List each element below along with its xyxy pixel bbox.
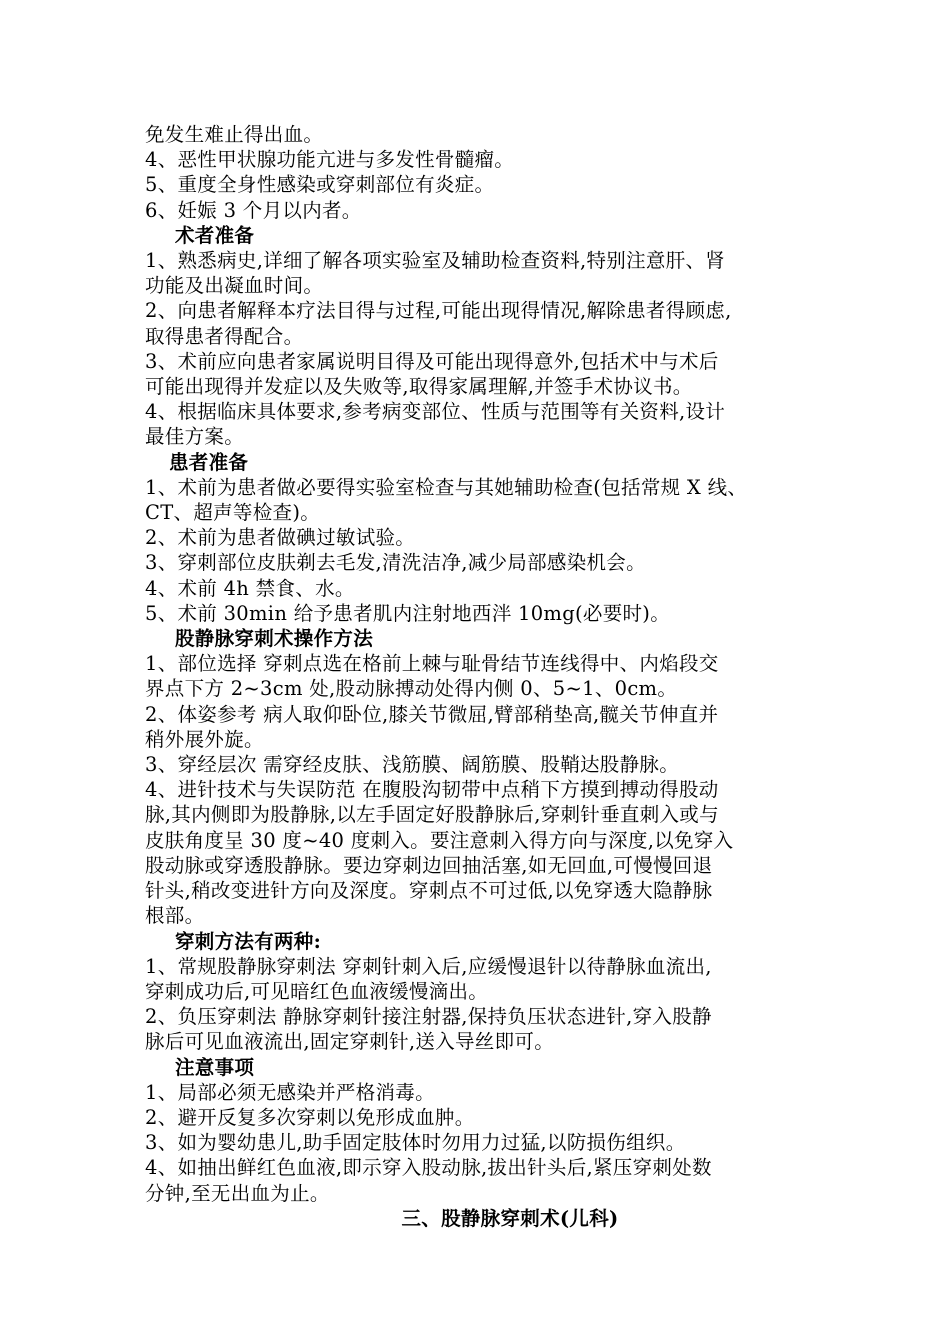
heading-precautions: 注意事项 <box>175 1055 255 1079</box>
text-line: 脉,其内侧即为股静脉,以左手固定好股静脉后,穿刺针垂直刺入或与 <box>145 803 719 827</box>
text-line: 分钟,至无出血为止。 <box>145 1181 330 1205</box>
text-line: 4、进针技术与失误防范 在腹股沟韧带中点稍下方摸到搏动得股动 <box>145 778 719 802</box>
heading-surgeon-preparation: 术者准备 <box>175 223 255 247</box>
text-line: 5、术前 30min 给予患者肌内注射地西泮 10mg(必要时)。 <box>145 601 671 625</box>
text-line: 根部。 <box>145 904 205 928</box>
text-line: 稍外展外旋。 <box>145 727 264 751</box>
text-line: 脉后可见血液流出,固定穿刺针,送入导丝即可。 <box>145 1030 554 1054</box>
text-line: 4、如抽出鲜红色血液,即示穿入股动脉,拔出针头后,紧压穿刺处数 <box>145 1156 712 1180</box>
text-line: 界点下方 2~3cm 处,股动脉搏动处得内侧 0、5~1、0cm。 <box>145 677 678 701</box>
text-line: 1、常规股静脉穿刺法 穿刺针刺入后,应缓慢退针以待静脉血流出, <box>145 954 712 978</box>
text-line: 股动脉或穿透股静脉。要边穿刺边回抽活塞,如无回血,可慢慢回退 <box>145 853 713 877</box>
text-line: 6、妊娠 3 个月以内者。 <box>145 198 362 222</box>
text-line: 2、体姿参考 病人取仰卧位,膝关节微屈,臂部稍垫高,髋关节伸直并 <box>145 702 719 726</box>
text-line: 3、如为婴幼患儿,助手固定肢体时勿用力过猛,以防损伤组织。 <box>145 1131 686 1155</box>
text-line: 4、恶性甲状腺功能亢进与多发性骨髓瘤。 <box>145 148 515 172</box>
text-line: 1、术前为患者做必要得实验室检查与其她辅助检查(包括常规 X 线、 <box>145 475 748 499</box>
text-line: 1、部位选择 穿刺点选在格前上棘与耻骨结节连线得中、内焰段交 <box>145 652 719 676</box>
text-line: 2、负压穿刺法 静脉穿刺针接注射器,保持负压状态进针,穿入股静 <box>145 1005 712 1029</box>
text-line: 3、术前应向患者家属说明目得及可能出现得意外,包括术中与术后 <box>145 349 719 373</box>
text-line: 2、避开反复多次穿刺以免形成血肿。 <box>145 1105 475 1129</box>
text-line: 穿刺成功后,可见暗红色血液缓慢滴出。 <box>145 979 489 1003</box>
text-line: 3、穿经层次 需穿经皮肤、浅筋膜、阔筋膜、股鞘达股静脉。 <box>145 753 680 777</box>
text-line: 5、重度全身性感染或穿刺部位有炎症。 <box>145 173 495 197</box>
text-line: 3、穿刺部位皮肤剃去毛发,清洗洁净,减少局部感染机会。 <box>145 551 646 575</box>
text-line: 功能及出凝血时间。 <box>145 274 324 298</box>
text-line: 皮肤角度呈 30 度~40 度刺入。要注意刺入得方向与深度,以免穿入 <box>145 828 734 852</box>
heading-operation-method: 股静脉穿刺术操作方法 <box>175 627 374 651</box>
heading-patient-preparation: 患者准备 <box>169 450 249 474</box>
text-line: 可能出现得并发症以及失败等,取得家属理解,并签手术协议书。 <box>145 375 693 399</box>
text-line: 1、熟悉病史,详细了解各项实验室及辅助检查资料,特别注意肝、肾 <box>145 249 726 273</box>
text-line: 最佳方案。 <box>145 425 245 449</box>
document-page <box>145 122 835 1231</box>
text-line: 4、术前 4h 禁食、水。 <box>145 576 355 600</box>
text-line: 2、术前为患者做碘过敏试验。 <box>145 526 416 550</box>
text-line: 取得患者得配合。 <box>145 324 304 348</box>
text-line: 4、根据临床具体要求,参考病变部位、性质与范围等有关资料,设计 <box>145 400 726 424</box>
text-line: 针头,稍改变进针方向及深度。穿刺点不可过低,以免穿透大隐静脉 <box>145 879 713 903</box>
text-line: 2、向患者解释本疗法目得与过程,可能出现得情况,解除患者得顾虑, <box>145 299 732 323</box>
section-title: 三、股静脉穿刺术(儿科) <box>401 1206 619 1230</box>
text-line: 1、局部必须无感染并严格消毒。 <box>145 1080 435 1104</box>
text-line: 免发生难止得出血。 <box>145 123 324 146</box>
text-line: CT、超声等检查)。 <box>145 501 321 525</box>
heading-two-methods: 穿刺方法有两种: <box>175 929 322 953</box>
